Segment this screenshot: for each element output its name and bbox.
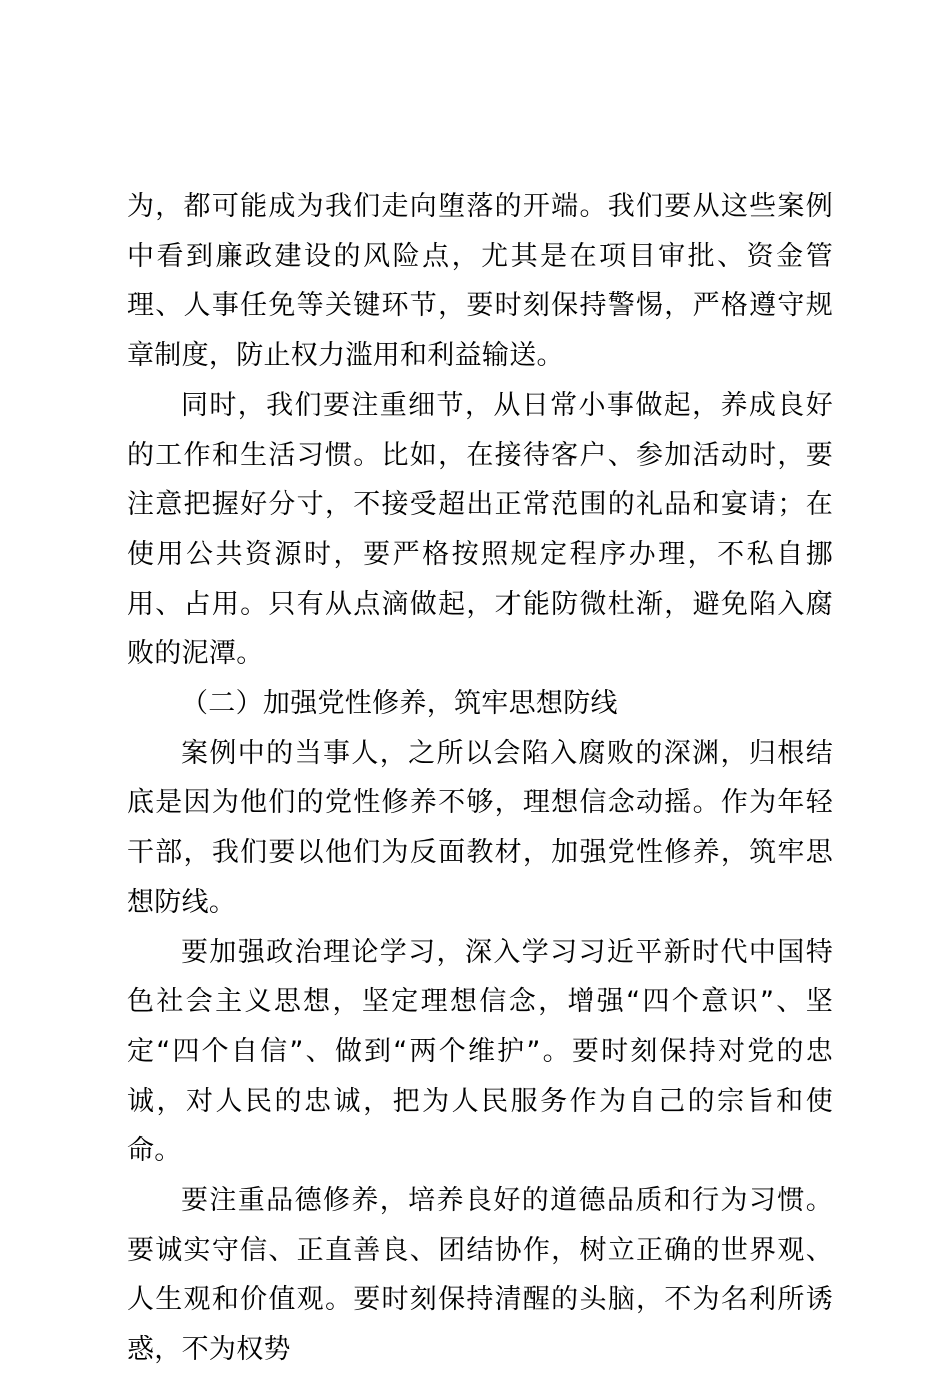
paragraph-case-analysis: 案例中的当事人，之所以会陷入腐败的深渊，归根结底是因为他们的党性修养不够，理想信念动摇。作为年轻干部，我们要以他们为反面教材，加强党性修养，筑牢思想防线。: [127, 737, 833, 918]
section-heading: （二）加强党性修养，筑牢思想防线: [181, 688, 618, 720]
paragraph-political-study: 要加强政治理论学习，深入学习习近平新时代中国特色社会主义思想，坚定理想信念，增强“四个意识”、坚定“四个自信”、做到“两个维护”。要时刻保持对党的忠诚，对人民的忠诚，把为人民服务作为自己的宗旨和使命。: [127, 936, 833, 1167]
paragraph-continuation: 为，都可能成为我们走向堕落的开端。我们要从这些案例中看到廉政建设的风险点，尤其是在项目审批、资金管理、人事任免等关键环节，要时刻保持警惕，严格遵守规章制度，防止权力滥用和利益输送。: [127, 191, 833, 372]
paragraph-moral-cultivation: 要注重品德修养，培养良好的道德品质和行为习惯。要诚实守信、正直善良、团结协作，树立正确的世界观、人生观和价值观。要时刻保持清醒的头脑，不为名利所诱惑，不为权势: [127, 1185, 833, 1366]
document-body: [127, 182, 833, 1375]
paragraph-details: 同时，我们要注重细节，从日常小事做起，养成良好的工作和生活习惯。比如，在接待客户、参加活动时，要注意把握好分寸，不接受超出正常范围的礼品和宴请；在使用公共资源时，要严格按照规定程序办理，不私自挪用、占用。只有从点滴做起，才能防微杜渐，避免陷入腐败的泥潭。: [127, 389, 833, 670]
